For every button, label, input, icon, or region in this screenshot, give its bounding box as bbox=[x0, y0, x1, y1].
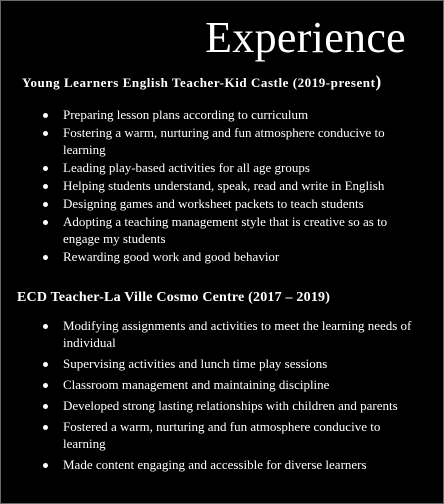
bullet-icon bbox=[43, 383, 48, 388]
duties-list-kid-castle bbox=[0, 107, 418, 266]
bullet-icon bbox=[43, 131, 48, 136]
page-title: Experience bbox=[205, 13, 406, 62]
list-item bbox=[0, 318, 428, 352]
list-item bbox=[0, 398, 418, 415]
list-item bbox=[0, 160, 418, 177]
list-item bbox=[0, 457, 418, 474]
bullet-icon bbox=[43, 202, 48, 207]
duty-text: Leading play-based activities for all age groups bbox=[63, 159, 310, 175]
duty-text: Designing games and worksheet packets to teach students bbox=[63, 195, 364, 211]
duty-text: Fostering a warm, nurturing and fun atmosphere conducive to learning bbox=[63, 124, 385, 157]
list-item bbox=[0, 178, 418, 195]
job-heading-close-paren: ) bbox=[375, 72, 382, 91]
job-heading-la-ville: ECD Teacher-La Ville Cosmo Centre (2017 – 2019) bbox=[17, 290, 331, 305]
bullet-icon bbox=[43, 166, 48, 171]
duties-list-la-ville bbox=[0, 318, 428, 478]
duty-text: Made content engaging and accessible for diverse learners bbox=[63, 456, 367, 472]
bullet-icon bbox=[43, 425, 48, 430]
bullet-icon bbox=[43, 255, 48, 260]
list-item bbox=[0, 196, 418, 213]
duty-text: Developed strong lasting relationships with children and parents bbox=[63, 397, 398, 413]
duty-text: Helping students understand, speak, read and write in English bbox=[63, 177, 385, 193]
duty-text: Adopting a teaching management style that is creative so as to engage my students bbox=[63, 213, 388, 246]
duty-text: Supervising activities and lunch time play sessions bbox=[63, 355, 328, 371]
job-heading-text: Young Learners English Teacher-Kid Castle (2019-present bbox=[22, 75, 376, 90]
list-item bbox=[0, 249, 418, 266]
bullet-icon bbox=[43, 404, 48, 409]
duty-text: Preparing lesson plans according to curriculum bbox=[63, 107, 309, 122]
list-item bbox=[0, 356, 418, 373]
duty-text: Classroom management and maintaining discipline bbox=[63, 376, 330, 392]
bullet-icon bbox=[43, 463, 48, 468]
duty-text: Modifying assignments and activities to meet the learning needs of individual bbox=[63, 318, 412, 350]
duty-text: Fostered a warm, nurturing and fun atmosphere conducive to learning bbox=[63, 418, 381, 451]
list-item bbox=[0, 214, 418, 248]
duty-text: Rewarding good work and good behavior bbox=[63, 248, 280, 264]
bullet-icon bbox=[43, 220, 48, 225]
list-item bbox=[0, 107, 418, 124]
bullet-icon bbox=[43, 184, 48, 189]
bullet-icon bbox=[43, 113, 48, 118]
list-item bbox=[0, 419, 418, 453]
bullet-icon bbox=[43, 324, 48, 329]
list-item bbox=[0, 125, 418, 159]
list-item bbox=[0, 377, 418, 394]
bullet-icon bbox=[43, 362, 48, 367]
job-heading-kid-castle bbox=[22, 72, 382, 92]
